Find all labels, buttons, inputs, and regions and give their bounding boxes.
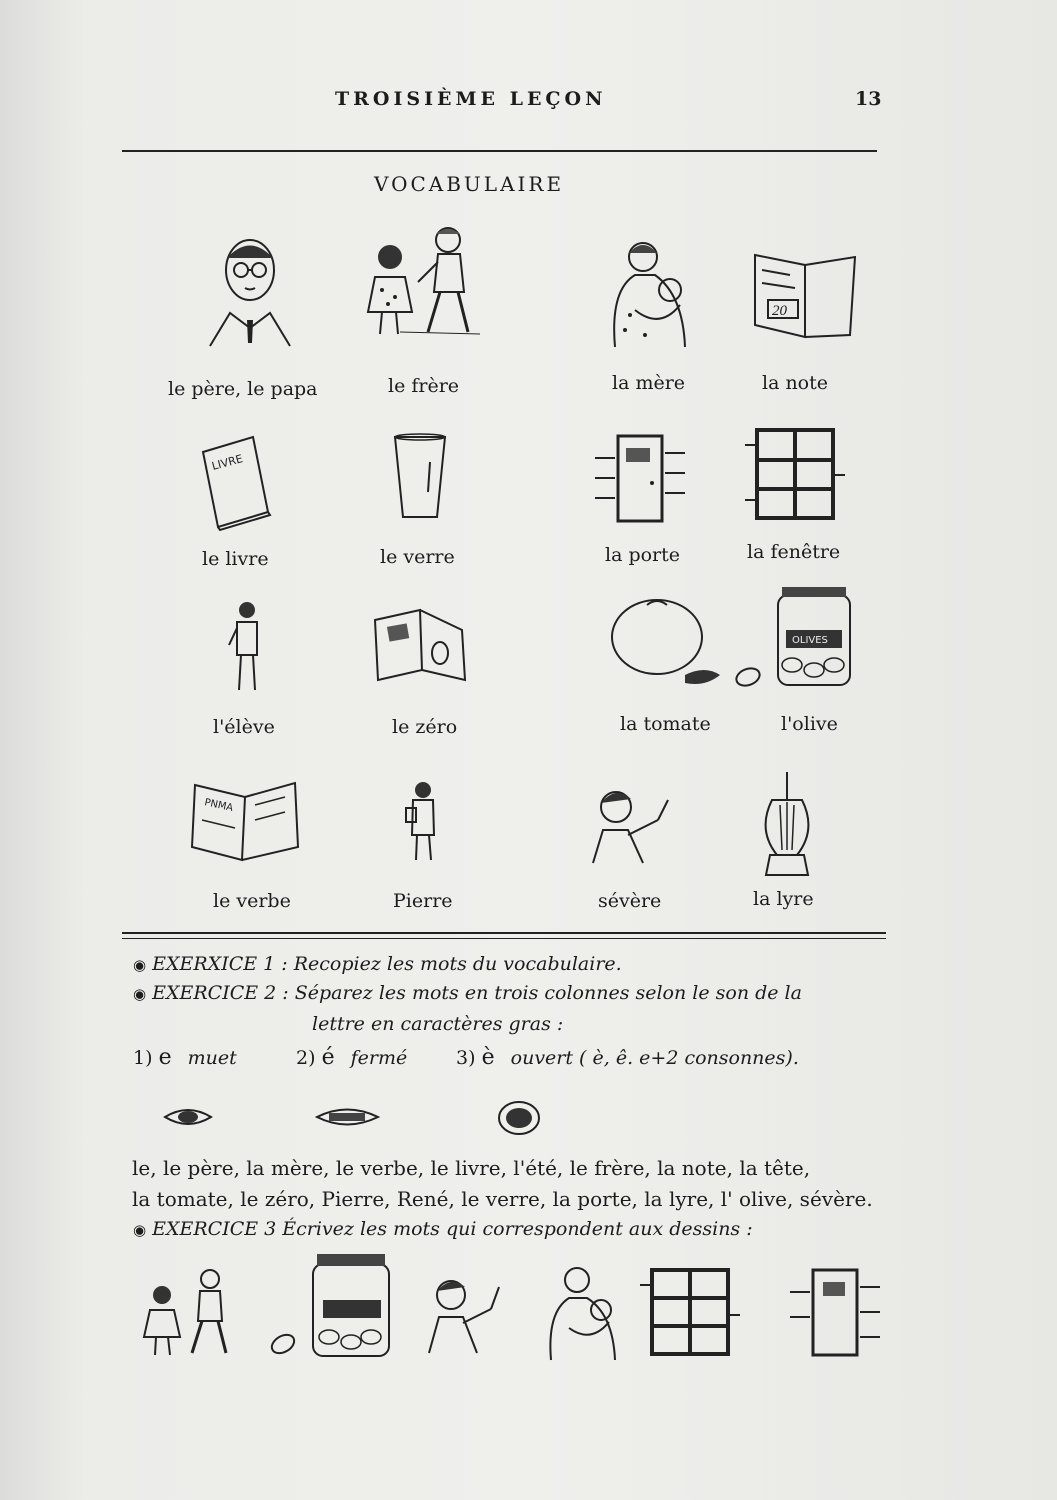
vocab-label-frere: le frère <box>388 375 460 397</box>
glass-icon <box>390 432 450 522</box>
bullet-icon: ◉ <box>133 1221 147 1239</box>
note-icon <box>750 245 860 345</box>
jar-label: OLIVES <box>792 635 828 646</box>
exercise-3: ◉ EXERCICE 3 Écrivez les mots qui correspondent aux dessins : <box>133 1218 753 1240</box>
vocab-label-note: la note <box>762 372 828 394</box>
exercise-2-continued: lettre en caractères gras : <box>312 1013 564 1035</box>
vocab-label-verre: le verre <box>380 546 455 568</box>
vocab-label-pere: le père, le papa <box>168 378 318 400</box>
section-rule <box>122 932 886 934</box>
vocab-label-lyre: la lyre <box>753 888 814 910</box>
brother-icon <box>360 222 490 342</box>
vocab-label-verbe: le verbe <box>213 890 291 912</box>
mouth-ouvert-icon <box>496 1100 542 1136</box>
tomato-icon <box>605 595 725 690</box>
sound-muet: 1) e muet <box>133 1045 237 1070</box>
section-rule-thin <box>122 938 886 939</box>
vocab-label-olive: l'olive <box>781 713 838 735</box>
vocabulary-title: VOCABULAIRE <box>374 172 565 196</box>
olive-icon <box>730 585 860 690</box>
lyre-icon <box>752 770 822 880</box>
ex3-stern-man-icon <box>425 1275 510 1355</box>
exercise-2: ◉ EXERCICE 2 : Séparez les mots en trois colonnes selon le son de la <box>133 982 802 1004</box>
exercise-1: ◉ EXERXICE 1 : Recopiez les mots du vocabulaire. <box>133 953 622 975</box>
word-list-line-1: le, le père, la mère, le verbe, le livre, l'été, le frère, la note, la tête, <box>132 1156 811 1180</box>
sound-ferme: 2) é fermé <box>296 1045 408 1070</box>
pupil-icon <box>225 600 270 695</box>
sound-ouvert: 3) è ouvert ( è, ê. e+2 consonnes). <box>456 1045 799 1070</box>
mouth-muet-icon <box>163 1103 213 1131</box>
vocab-label-tomate: la tomate <box>620 713 711 735</box>
vocab-label-pierre: Pierre <box>393 890 453 912</box>
bullet-icon: ◉ <box>133 956 147 974</box>
vocab-label-porte: la porte <box>605 544 681 566</box>
mouth-ferme-icon <box>315 1102 380 1132</box>
vocab-label-livre: le livre <box>202 548 269 570</box>
running-head <box>0 88 1057 118</box>
verb-word: PNMA <box>203 797 235 814</box>
word-list-line-2: la tomate, le zéro, Pierre, René, le verre, la porte, la lyre, l' olive, sévère. <box>132 1187 873 1211</box>
pierre-icon <box>398 780 448 865</box>
stern-man-icon <box>588 785 678 865</box>
zero-icon <box>370 605 470 685</box>
book-icon <box>198 432 278 532</box>
vocab-label-fenetre: la fenêtre <box>747 541 841 563</box>
ex3-olive-icon <box>265 1252 395 1362</box>
chapter-title: TROISIÈME LEÇON <box>335 88 607 110</box>
verb-book-icon <box>190 775 300 865</box>
vocab-label-zero: le zéro <box>392 716 458 738</box>
door-icon <box>590 428 690 523</box>
vocab-label-mere: la mère <box>612 372 686 394</box>
bullet-icon: ◉ <box>133 985 147 1003</box>
vocab-label-severe: sévère <box>598 890 662 912</box>
ex3-brother-icon <box>140 1265 240 1360</box>
ex3-window-icon <box>640 1265 740 1360</box>
book-word: LIVRE <box>210 452 245 473</box>
mother-icon <box>605 235 695 350</box>
top-rule <box>122 150 877 152</box>
father-icon <box>205 228 295 348</box>
vocab-label-eleve: l'élève <box>213 716 275 738</box>
ex3-mother-icon <box>543 1262 623 1362</box>
page-number: 13 <box>855 88 882 110</box>
window-icon <box>745 425 845 525</box>
ex3-door-icon <box>785 1262 885 1357</box>
note-value: 20 <box>772 303 787 319</box>
